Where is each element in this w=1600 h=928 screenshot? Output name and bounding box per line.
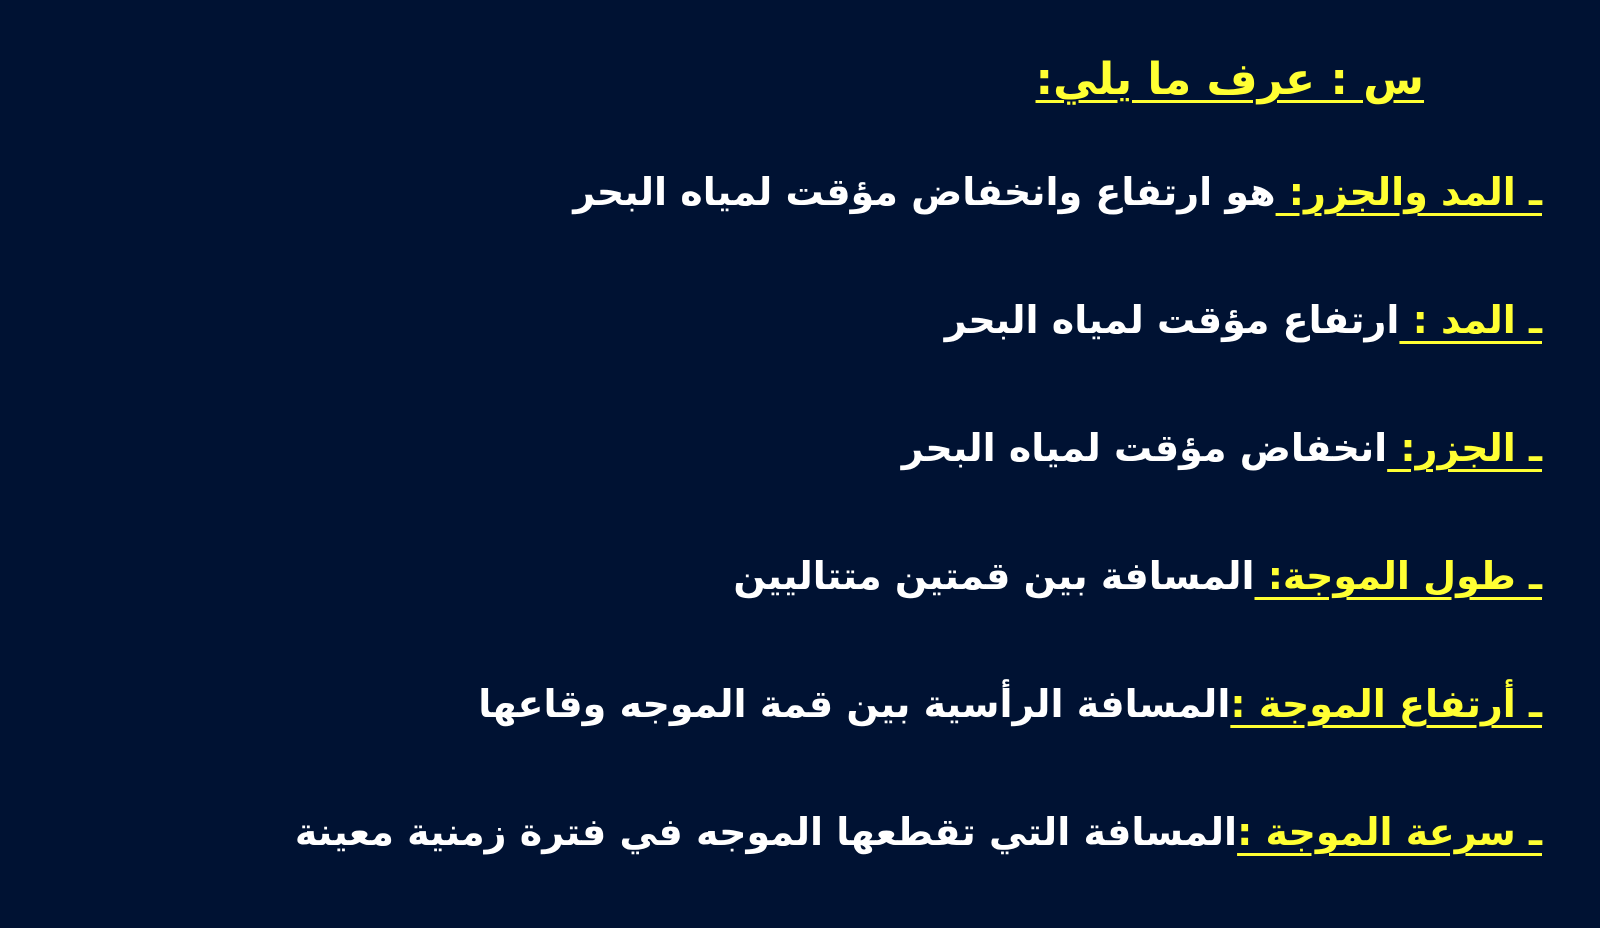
definition-term: ـ المد والجزر: <box>1275 170 1542 214</box>
definition-high-tide <box>62 288 1542 416</box>
definition-text: المسافة الرأسية بين قمة الموجه وقاعها <box>478 682 1231 726</box>
definition-text: المسافة بين قمتين متتاليين <box>733 554 1255 598</box>
definition-wave-height <box>62 672 1542 800</box>
definition-tides <box>62 160 1542 288</box>
definition-low-tide <box>62 416 1542 544</box>
definition-wave-speed <box>62 800 1542 928</box>
slide-title: س : عرف ما يلي: <box>1035 54 1424 105</box>
definition-wavelength <box>62 544 1542 672</box>
definitions-list <box>62 160 1542 928</box>
definition-term: ـ سرعة الموجة : <box>1237 810 1542 854</box>
definition-text: المسافة التي تقطعها الموجه في فترة زمنية معينة <box>294 810 1238 854</box>
definition-term: ـ أرتفاع الموجة : <box>1230 682 1542 726</box>
definition-term: ـ الجزر: <box>1387 426 1542 470</box>
definition-text: انخفاض مؤقت لمياه البحر <box>901 426 1388 470</box>
definition-term: ـ طول الموجة: <box>1254 554 1542 598</box>
definition-text: هو ارتفاع وانخفاض مؤقت لمياه البحر <box>573 170 1276 214</box>
definition-term: ـ المد : <box>1399 298 1542 342</box>
definition-text: ارتفاع مؤقت لمياه البحر <box>944 298 1400 342</box>
